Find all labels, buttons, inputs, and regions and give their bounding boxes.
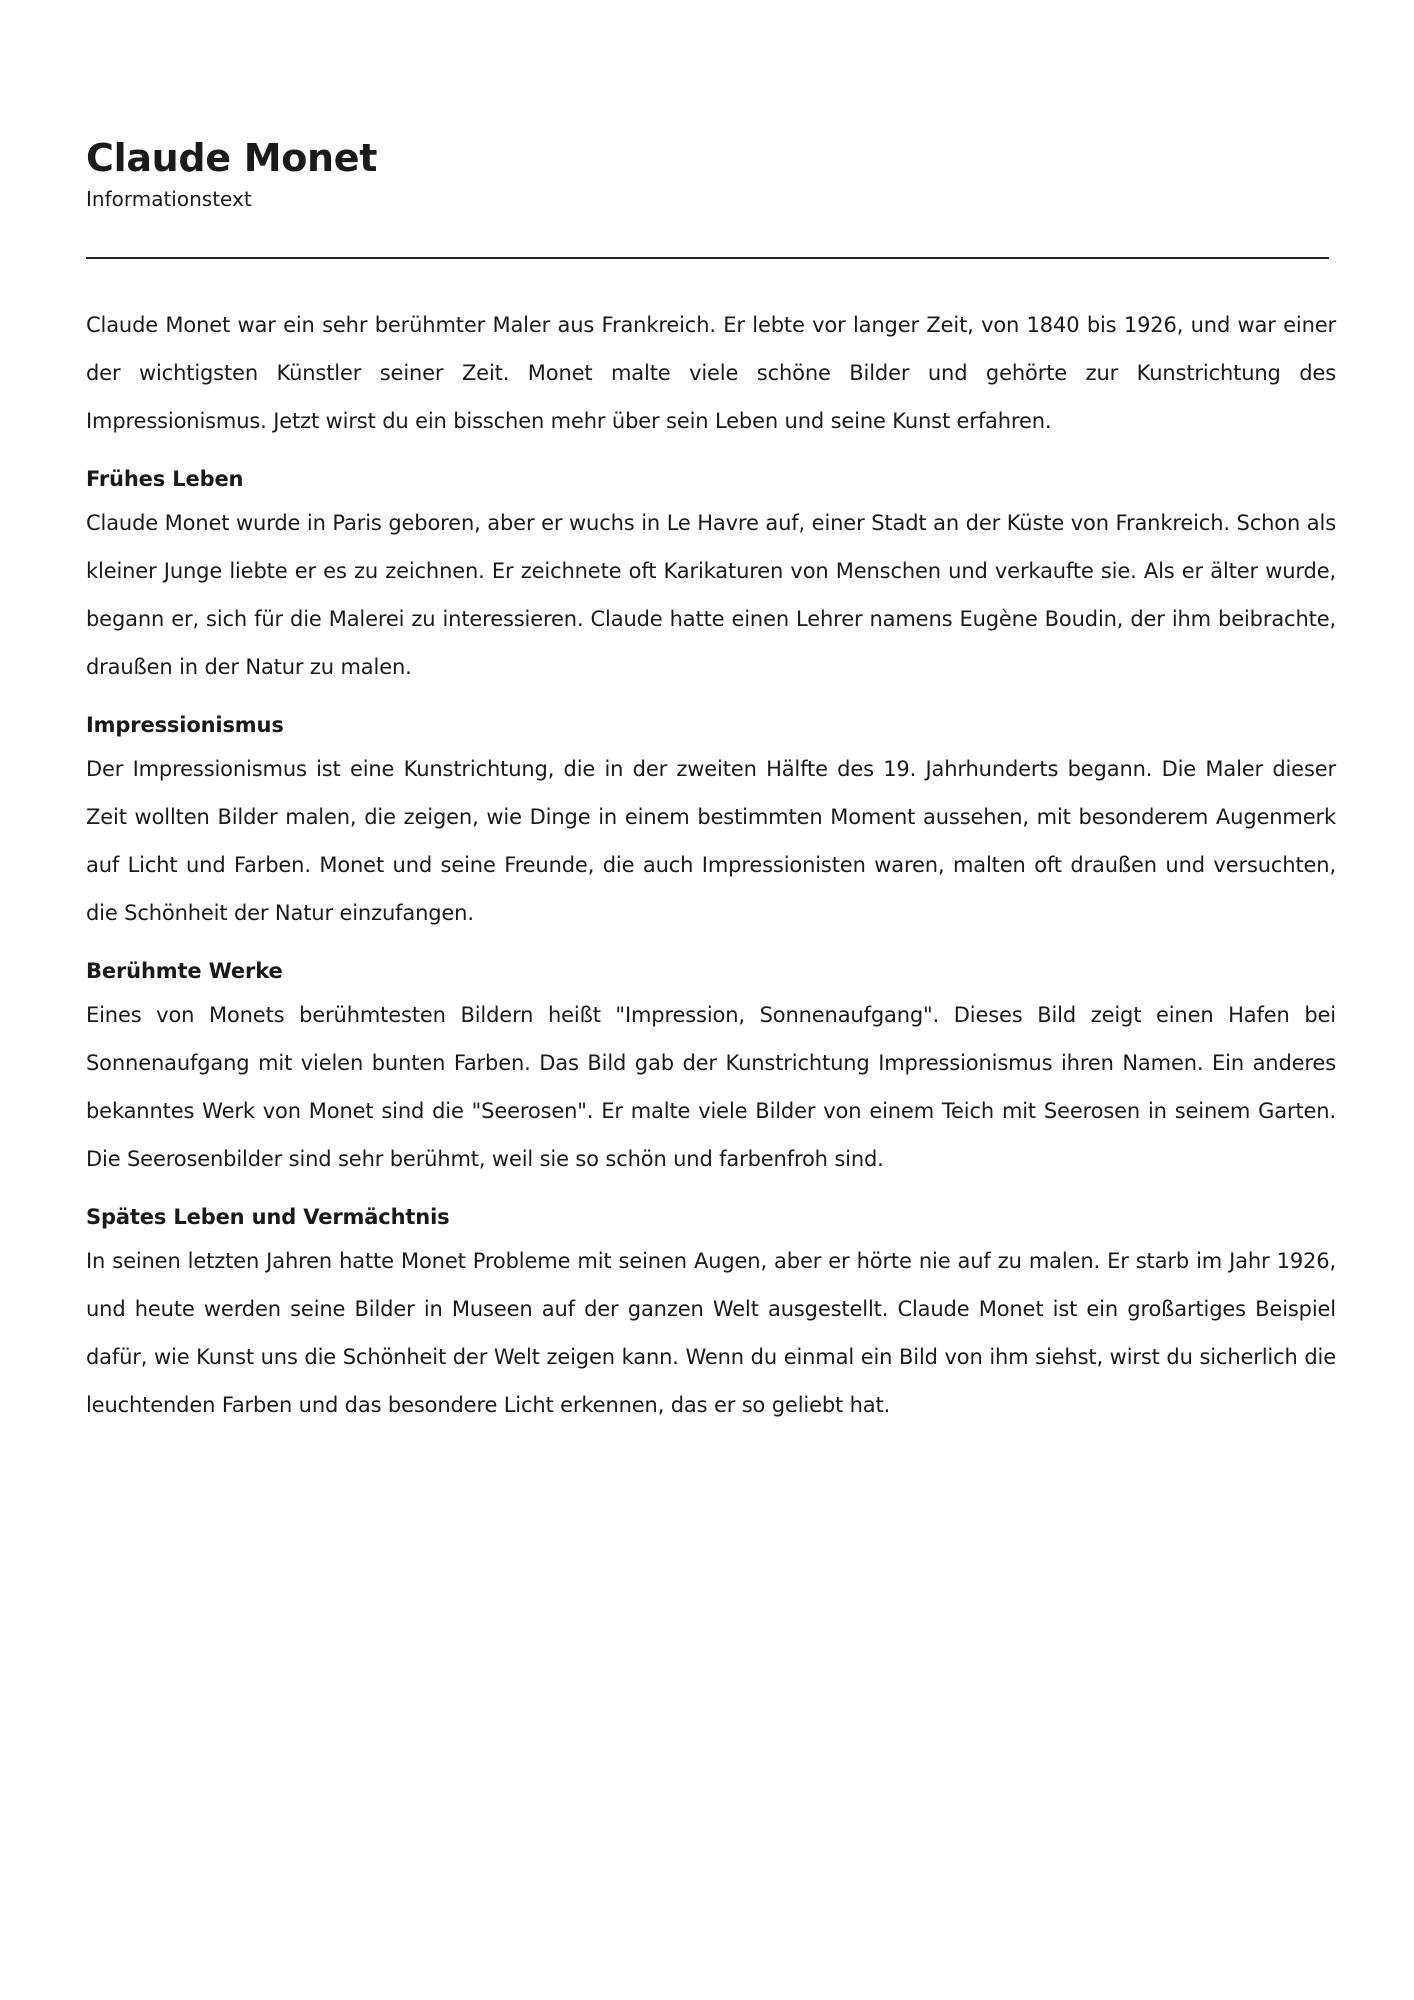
section-paragraph: Eines von Monets berühmtesten Bildern heißt "Impression, Sonnenaufgang". Dieses Bild zeigt einen Hafen bei Sonnenaufgang mit vielen bunten Farben. Das Bild gab der Kunstrichtung Impressionismus ihren Namen. Ein anderes bekanntes Werk von Monet sind die "Seerosen". Er malte viele Bilder von einem Teich mit Seerosen in seinem Garten. Die Seerosenbilder sind sehr berühmt, weil sie so schön und farbenfroh sind. [86, 1002, 1336, 1171]
section-heading: Impressionismus [86, 712, 284, 737]
section-paragraph: In seinen letzten Jahren hatte Monet Probleme mit seinen Augen, aber er hörte nie auf zu malen. Er starb im Jahr 1926, und heute werden seine Bilder in Museen auf der ganzen Welt ausgestellt. Claude Monet ist ein großartiges Beispiel dafür, wie Kunst uns die Schönheit der Welt zeigen kann. Wenn du einmal ein Bild von ihm siehst, wirst du sicherlich die leuchtenden Farben und das besondere Licht erkennen, das er so geliebt hat. [86, 1248, 1336, 1417]
title-divider [86, 257, 1329, 259]
section-paragraph: Der Impressionismus ist eine Kunstrichtung, die in der zweiten Hälfte des 19. Jahrhunderts begann. Die Maler dieser Zeit wollten Bilder malen, die zeigen, wie Dinge in einem bestimmten Moment aussehen, mit besonderem Augenmerk auf Licht und Farben. Monet und seine Freunde, die auch Impressionisten waren, malten oft draußen und versuchten, die Schönheit der Natur einzufangen. [86, 756, 1336, 925]
section-heading: Frühes Leben [86, 466, 244, 491]
section-impressionismus [86, 705, 1336, 937]
section-spaetes-leben [86, 1197, 1336, 1429]
section-heading: Berühmte Werke [86, 958, 283, 983]
section-heading: Spätes Leben und Vermächtnis [86, 1204, 450, 1229]
section-paragraph: Claude Monet wurde in Paris geboren, aber er wuchs in Le Havre auf, einer Stadt an der Küste von Frankreich. Schon als kleiner Junge liebte er es zu zeichnen. Er zeichnete oft Karikaturen von Menschen und verkaufte sie. Als er älter wurde, begann er, sich für die Malerei zu interessieren. Claude hatte einen Lehrer namens Eugène Boudin, der ihm beibrachte, draußen in der Natur zu malen. [86, 510, 1336, 679]
intro-paragraph: Claude Monet war ein sehr berühmter Maler aus Frankreich. Er lebte vor langer Zeit, von 1840 bis 1926, und war einer der wichtigsten Künstler seiner Zeit. Monet malte viele schöne Bilder und gehörte zur Kunstrichtung des Impressionismus. Jetzt wirst du ein bisschen mehr über sein Leben und seine Kunst erfahren. [86, 312, 1336, 433]
document-page [86, 138, 1336, 1429]
section-beruehmte-werke [86, 951, 1336, 1183]
document-title: Claude Monet [86, 136, 378, 180]
section-fruehes-leben [86, 459, 1336, 691]
document-subtitle: Informationstext [86, 186, 252, 211]
